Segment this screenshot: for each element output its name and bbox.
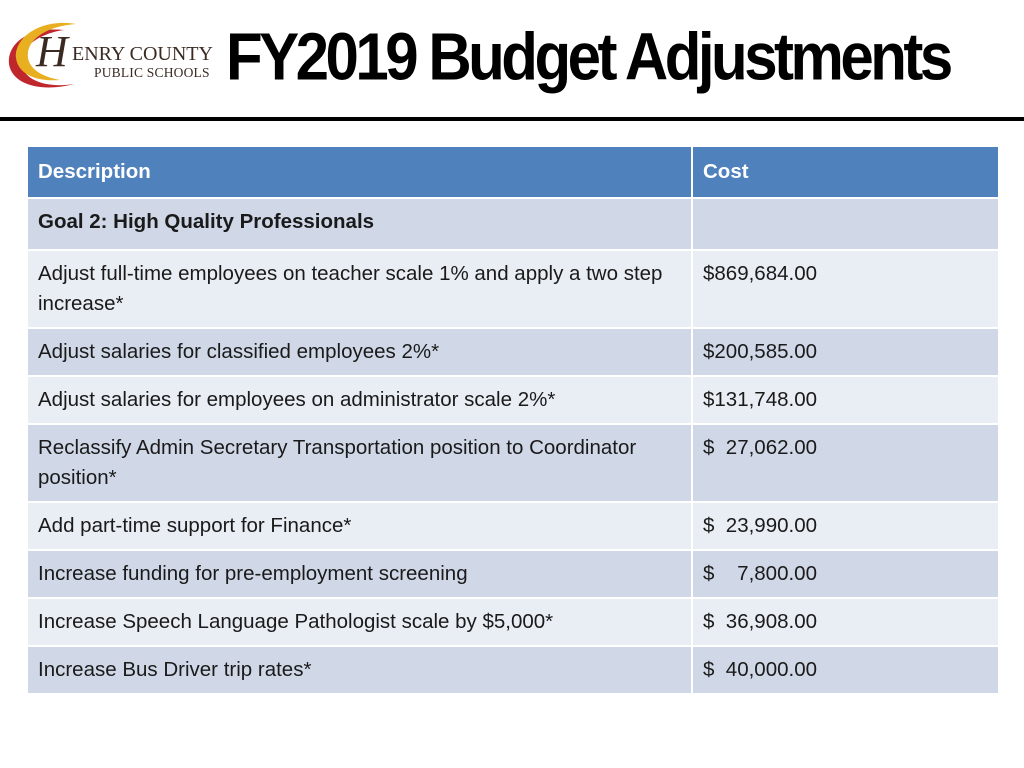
budget-table bbox=[26, 145, 1000, 695]
column-header-cost: Cost bbox=[692, 146, 999, 198]
goal-cost-empty bbox=[692, 198, 999, 250]
table-row bbox=[27, 250, 999, 328]
header bbox=[0, 0, 1024, 118]
row-description: Reclassify Admin Secretary Transportation position to Coordinator position* bbox=[27, 424, 692, 502]
table-row bbox=[27, 598, 999, 646]
row-description: Adjust full-time employees on teacher scale 1% and apply a two step increase* bbox=[27, 250, 692, 328]
row-description: Adjust salaries for employees on administrator scale 2%* bbox=[27, 376, 692, 424]
goal-row bbox=[27, 198, 999, 250]
row-cost: $ 27,062.00 bbox=[692, 424, 999, 502]
logo-subtitle-line: PUBLIC SCHOOLS bbox=[94, 65, 210, 80]
row-cost: $ 36,908.00 bbox=[692, 598, 999, 646]
table-row bbox=[27, 550, 999, 598]
header-divider bbox=[0, 117, 1024, 121]
row-cost: $ 23,990.00 bbox=[692, 502, 999, 550]
row-cost: $200,585.00 bbox=[692, 328, 999, 376]
table-row bbox=[27, 376, 999, 424]
row-description: Increase funding for pre-employment screening bbox=[27, 550, 692, 598]
row-cost: $131,748.00 bbox=[692, 376, 999, 424]
row-cost: $ 40,000.00 bbox=[692, 646, 999, 694]
table-row bbox=[27, 646, 999, 694]
table-header-row bbox=[27, 146, 999, 198]
row-description: Increase Bus Driver trip rates* bbox=[27, 646, 692, 694]
table-row bbox=[27, 502, 999, 550]
page-title: FY2019 Budget Adjustments bbox=[226, 19, 950, 95]
row-cost: $869,684.00 bbox=[692, 250, 999, 328]
row-description: Add part-time support for Finance* bbox=[27, 502, 692, 550]
budget-table-container bbox=[26, 145, 998, 695]
table-row bbox=[27, 424, 999, 502]
row-description: Adjust salaries for classified employees 2%* bbox=[27, 328, 692, 376]
henry-county-logo bbox=[4, 18, 213, 96]
logo-text bbox=[72, 44, 213, 80]
table-row bbox=[27, 328, 999, 376]
column-header-description: Description bbox=[27, 146, 692, 198]
row-description: Increase Speech Language Pathologist scale by $5,000* bbox=[27, 598, 692, 646]
row-cost: $ 7,800.00 bbox=[692, 550, 999, 598]
logo-initial: H bbox=[36, 27, 68, 76]
goal-label: Goal 2: High Quality Professionals bbox=[27, 198, 692, 250]
logo-name-line: ENRY COUNTY bbox=[72, 43, 213, 65]
